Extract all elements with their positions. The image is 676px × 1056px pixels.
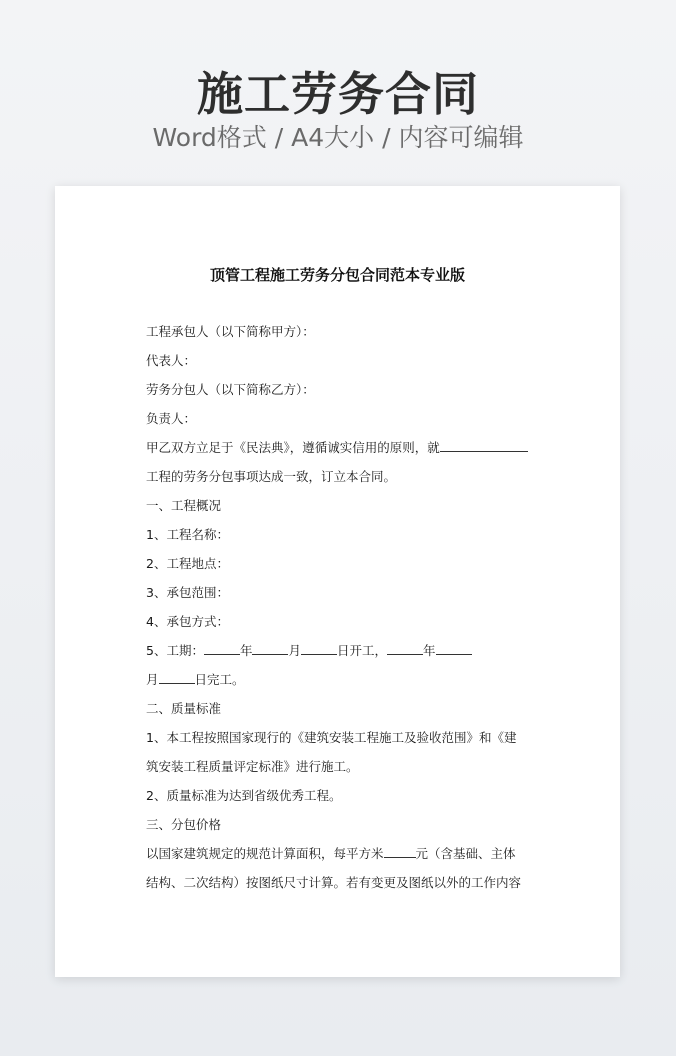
- line-quality-2: 2、质量标准为达到省级优秀工程。: [146, 788, 342, 803]
- section-heading: 三、分包价格: [146, 817, 222, 832]
- month-label: 月: [146, 672, 159, 687]
- line-project-location: 2、工程地点：: [146, 556, 229, 571]
- year-label: 年: [239, 643, 253, 658]
- price-text: 以国家建筑规定的规范计算面积，每平方米: [146, 846, 384, 861]
- year-label: 年: [423, 643, 436, 658]
- duration-label: 5、工期：: [146, 643, 204, 658]
- line-quality-1-cont: 筑安装工程质量评定标准》进行施工。: [146, 759, 359, 774]
- blank-field: [301, 640, 337, 655]
- start-label: 日开工，: [336, 643, 387, 658]
- blank-field: [440, 437, 528, 452]
- line-contractor: 工程承包人（以下简称甲方）：: [146, 324, 315, 339]
- line-duration-cont: [146, 669, 541, 698]
- line-price: [146, 843, 541, 872]
- line-method: 4、承包方式：: [146, 614, 229, 629]
- section-heading: 二、质量标准: [146, 701, 222, 716]
- blank-field: [204, 640, 240, 655]
- section-heading: 一、工程概况: [146, 498, 222, 513]
- document-page: [55, 186, 620, 977]
- page-title: 施工劳务合同: [197, 67, 479, 121]
- line-project-name: 1、工程名称：: [146, 527, 229, 542]
- end-label: 日完工。: [194, 672, 245, 687]
- month-label: 月: [288, 643, 301, 658]
- document-title: 顶管工程施工劳务分包合同范本专业版: [209, 266, 465, 284]
- preamble-text: 甲乙双方立足于《民法典》，遵循诚实信用的原则，就: [146, 440, 440, 455]
- line-preamble: [146, 437, 541, 466]
- line-quality-1: 1、本工程按照国家现行的《建筑安装工程施工及验收范围》和《建: [146, 730, 517, 745]
- line-preamble-cont: 工程的劳务分包事项达成一致，订立本合同。: [146, 469, 397, 484]
- line-price-cont: 结构、二次结构）按图纸尺寸计算。若有变更及图纸以外的工作内容: [146, 875, 522, 890]
- blank-field: [159, 669, 195, 684]
- blank-field: [384, 843, 416, 858]
- line-subcontractor: 劳务分包人（以下简称乙方）：: [146, 382, 315, 397]
- line-representative: 代表人：: [146, 353, 197, 368]
- blank-field: [252, 640, 288, 655]
- page-subtitle: Word格式 / A4大小 / 内容可编辑: [152, 123, 524, 152]
- price-text-cont: 元（含基础、主体: [415, 846, 516, 861]
- document-body: [146, 321, 541, 901]
- line-duration: [146, 640, 541, 669]
- blank-field: [436, 640, 472, 655]
- line-responsible: 负责人：: [146, 411, 197, 426]
- blank-field: [387, 640, 423, 655]
- line-scope: 3、承包范围：: [146, 585, 229, 600]
